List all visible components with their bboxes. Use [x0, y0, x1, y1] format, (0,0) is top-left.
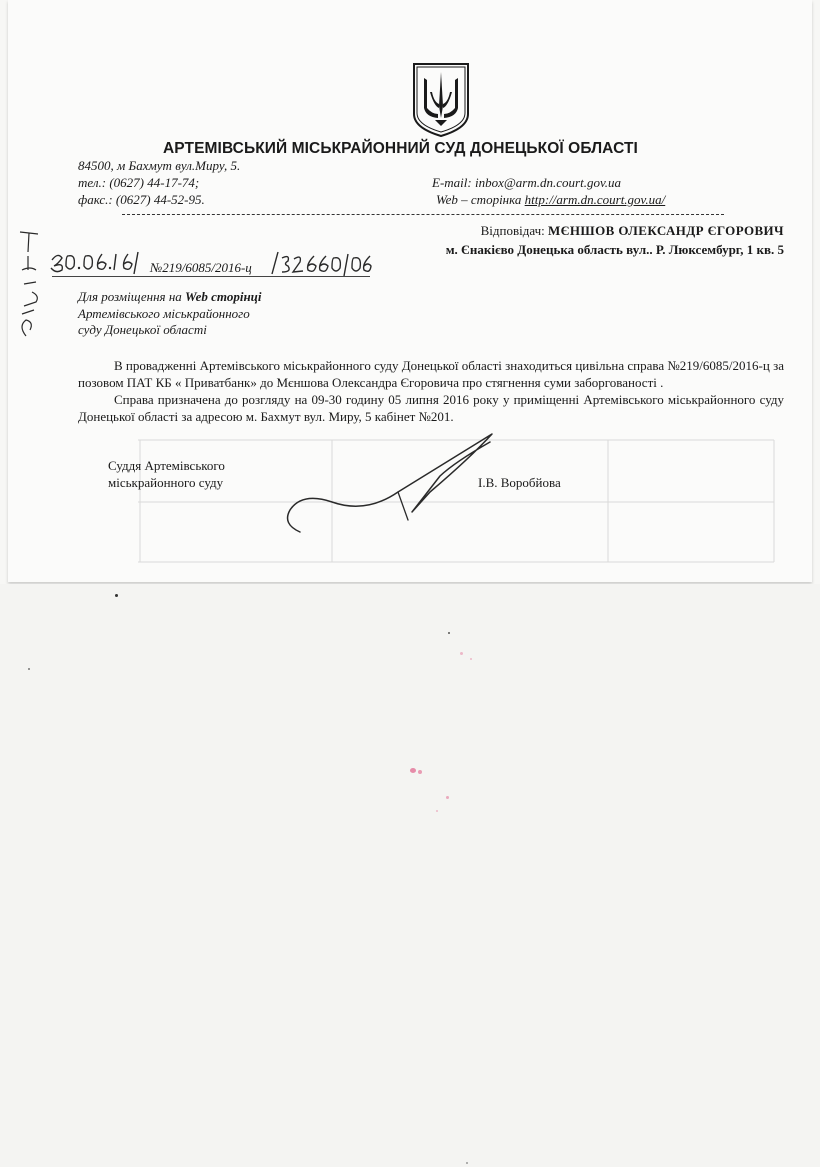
signatory-title-line2: міськрайонного суду	[108, 474, 224, 490]
dust-speck	[448, 632, 450, 634]
scan-background-area	[0, 584, 820, 1167]
handwritten-signature	[280, 432, 510, 547]
placement-note-prefix: Для розміщення на	[78, 289, 182, 304]
dust-speck	[28, 668, 30, 670]
handwritten-margin-note	[14, 226, 44, 351]
placement-note-line2: Артемівського міськрайонного	[78, 305, 250, 321]
court-phone: тел.: (0627) 44-17-74;	[78, 175, 200, 190]
court-website	[436, 192, 665, 208]
court-name: АРТЕМІВСЬКИЙ МІСЬКРАЙОННИЙ СУД ДОНЕЦЬКОЇ ОБЛАСТІ	[163, 140, 638, 157]
case-number: №219/6085/2016-ц	[150, 260, 252, 275]
pink-stain-mark	[446, 796, 449, 799]
respondent-line	[481, 223, 784, 239]
placement-note-line1	[78, 289, 262, 306]
court-email: E-mail: inbox@arm.dn.court.gov.ua	[432, 175, 621, 190]
pink-stain-mark	[418, 770, 422, 774]
notice-paragraph-1: В провадженні Артемівського міськрайонного суду Донецької області знаходиться цивільна справа №219/6085/2016-ц за позовом ПАТ КБ « Приватбанк» до Мєншова Олександра Єгоровича про стягнення суми заборгованості .	[78, 358, 784, 390]
signatory-name: І.В. Воробйова	[478, 475, 561, 490]
placement-note-web: Web сторінці	[185, 289, 262, 304]
signatory-title	[108, 458, 225, 491]
placement-note-line3: суду Донецької області	[78, 322, 207, 337]
pink-stain-mark	[436, 810, 438, 812]
dust-speck	[115, 594, 118, 597]
website-link[interactable]: http://arm.dn.court.gov.ua/	[524, 192, 666, 207]
tryzub-emblem-icon	[412, 62, 470, 138]
handwritten-outgoing-number	[268, 250, 372, 283]
pink-stain-mark	[410, 768, 416, 773]
signatory-title-line1: Суддя Артемівського	[108, 458, 225, 473]
case-number-underline	[52, 276, 370, 277]
respondent-name: МЄНШОВ ОЛЕКСАНДР ЄГОРОВИЧ	[548, 223, 784, 238]
dust-speck	[466, 1162, 468, 1164]
respondent-label: Відповідач:	[480, 223, 545, 238]
court-address: 84500, м Бахмут вул.Миру, 5.	[78, 158, 241, 173]
notice-body	[78, 357, 784, 425]
website-label: Web – сторінка	[436, 192, 522, 207]
placement-note	[78, 289, 262, 339]
respondent-address: м. Єнакієво Донецька область вул.. Р. Люксембург, 1 кв. 5	[445, 242, 784, 257]
court-fax: факс.: (0627) 44-52-95.	[78, 192, 205, 207]
header-divider	[122, 214, 724, 215]
pink-stain-mark	[460, 652, 463, 655]
pink-stain-mark	[470, 658, 472, 660]
notice-paragraph-2: Справа призначена до розгляду на 09-30 годину 05 липня 2016 року у приміщенні Артемівського міськрайонного суду Донецької області за адресою м. Бахмут вул. Миру, 5 кабінет №201.	[78, 392, 784, 424]
